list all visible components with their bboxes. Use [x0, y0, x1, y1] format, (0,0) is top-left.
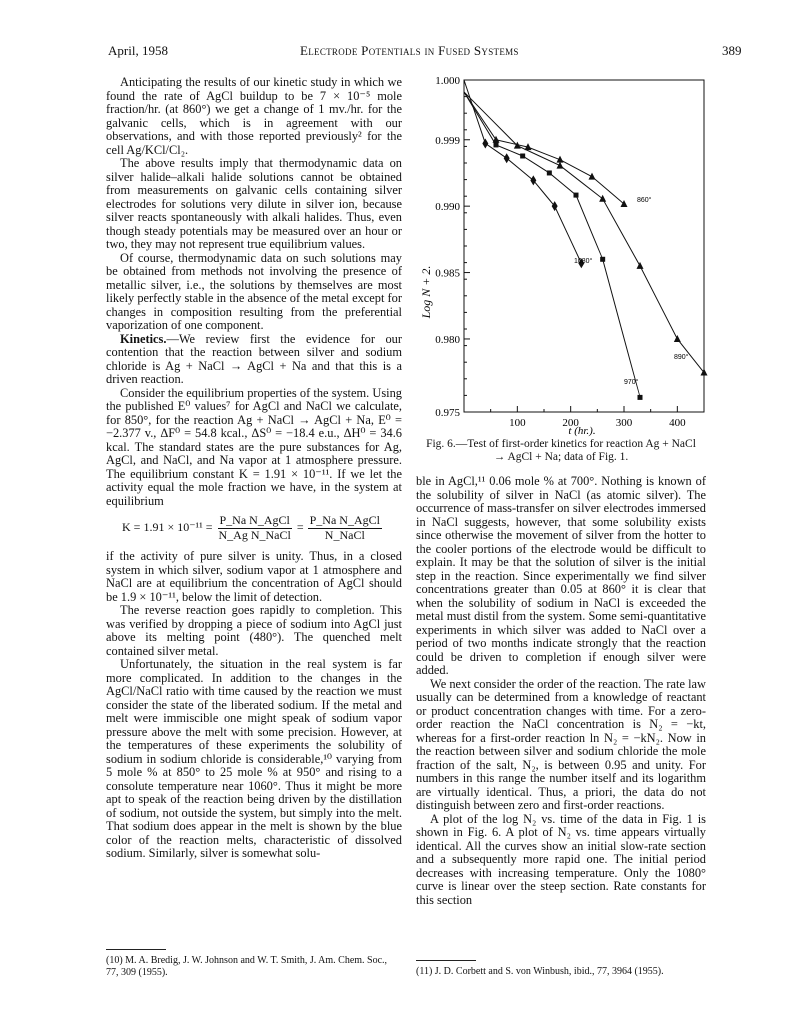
paragraph: if the activity of pure silver is unity. Thus, in a closed system in which silver, sodium vapor at 1 atmosphere and NaCl are at equilibrium the concentration of AgCl should be 1.9 × 10⁻¹¹, below the limit of detection. [106, 549, 402, 604]
y-tick-label: 0.990 [435, 201, 460, 214]
chart-axes [464, 80, 704, 412]
data-point [600, 257, 605, 262]
footnote-rule [106, 949, 166, 950]
right-column [416, 475, 706, 907]
paragraph: Anticipating the results of our kinetic study in which we found the rate of AgCl buildup to be 7 × 10⁻⁵ mole fraction/hr. (at 860°) we get a change of 1 mv./hr. for the galvanic cells, which is in agreement with our observations, and with those reported previously² for the cell Ag/KCl/Cl₂. [106, 75, 402, 157]
paragraph-text: —We review first the evidence for our contention that the reaction between silver and sodium chloride is Ag + NaCl → AgCl + Na and that this is a driven reaction. [106, 331, 402, 386]
x-axis-label: t (hr.). [568, 425, 596, 437]
paragraph: ble in AgCl,¹¹ 0.06 mole % at 700°. Nothing is known of the solubility of silver in NaCl (as atomic silver). The occurrence of mass-transfer on silver electrodes immersed in NaCl suggests, however, that some solubility exists since otherwise the movement of silver from the hotter to the cooler portions of the electrode would be difficult to explain. It may be that the solution of silver is the initial step in the reaction. Since experimentally we find silver concentrations greater than 0.05 at 860° it is clear that when the solubility of sodium in NaCl is exceeded the metal must distil from the system. Some semi-quantitative experiments in which silver was added to NaCl over a period of two months indicate strongly that the reaction could be driven to completion if enough silver were added. [416, 474, 706, 677]
paragraph: Of course, thermodynamic data on such solutions may be obtained from methods not involving the presence of metallic silver, i.e., the solutions by themselves are most likely perfectly stable in the absence of the metal except for changes in composition resulting from the preferential vaporization of one component. [106, 250, 402, 332]
data-point [530, 175, 536, 185]
data-point [482, 138, 488, 148]
paragraph [106, 333, 402, 387]
fraction-denominator: N_Ag N_NaCl [218, 527, 291, 542]
section-heading: Kinetics. [120, 331, 167, 346]
x-tick-label: 100 [509, 417, 526, 429]
equation-lhs: K = 1.91 × 10⁻¹¹ = [122, 520, 213, 535]
data-point [621, 200, 628, 207]
data-point [637, 262, 644, 269]
data-point [589, 173, 596, 180]
left-column [106, 76, 402, 861]
curve-label: 1080° [574, 258, 593, 265]
chart-ticks [435, 75, 686, 429]
fraction-numerator: P_Na N_AgCl [309, 513, 380, 527]
curve-label: 970° [624, 379, 639, 386]
footnote: (10) M. A. Bredig, J. W. Johnson and W. T. Smith, J. Am. Chem. Soc., 77, 309 (1955). [106, 955, 388, 978]
chart-curve-labels [574, 196, 689, 386]
data-point [504, 153, 510, 163]
running-header [0, 40, 807, 62]
x-tick-label: 300 [615, 417, 633, 429]
equation-equals: = [296, 520, 304, 535]
fraction-denominator: N_NaCl [324, 527, 365, 542]
curve-label: 860° [637, 197, 652, 204]
x-tick-label: 200 [562, 417, 579, 429]
figure-6 [412, 72, 712, 452]
y-tick-label: 1.000 [435, 75, 460, 87]
series-line [464, 80, 581, 263]
paragraph: Unfortunately, the situation in the real system is far more complicated. In addition to the changes in the AgCl/NaCl ratio with time caused by the reaction we must consider the state of the liberated sodium. If the metal and melt were immiscible one might speak of sodium vapor pressure above the melt with some precision. However, at the temperatures of these experiments the solubility of sodium in sodium chloride is considerable,¹⁰ varying from 5 mole % at 850° to 25 mole % at 950° and rising to a consolute temperature near 1060°. Thus it might be more apt to speak of the reaction being driven by the distillation of sodium, not outside the system, but simply into the melt. That sodium does appear in the melt is shown by the blue color of the reaction melts, characteristic of dissolved sodium. Similarly, silver is somewhat solu- [106, 657, 402, 860]
caption-line: → AgCl + Na; data of Fig. 1. [493, 451, 629, 463]
y-tick-label: 0.975 [435, 407, 460, 419]
paragraph: The above results imply that thermodynamic data on silver halide–alkali halide solutions cannot be obtained from measurements on galvanic cells containing silver electrodes for solutions very dilute in silver ion, because silver reacts spontaneously with alkali halides. Thus, even though steady potentials may be measured over an hour or two, they may not represent true equilibrium values. [106, 156, 402, 251]
y-tick-label: 0.980 [435, 333, 460, 346]
series-line [464, 92, 704, 373]
x-tick-label: 400 [669, 417, 686, 429]
equation [106, 514, 402, 542]
y-tick-label: 0.985 [435, 267, 460, 280]
paragraph: A plot of the log N₂ vs. time of the data in Fig. 1 is shown in Fig. 6. A plot of N₂ vs. time appears virtually identical. All the curves show an initial slow-rate section and a subsequently more rapid one. The initial period decreases with increasing temperature. Only the 1080° curve is linear over the steep section. Rate constants for this section [416, 811, 706, 907]
chart-series [464, 80, 708, 400]
data-point [494, 142, 499, 147]
fraction-numerator: P_Na N_AgCl [219, 513, 290, 527]
paragraph: The reverse reaction goes rapidly to completion. This was verified by dropping a piece of sodium into AgCl just above its melting point (480°). The quenched melt contained silver metal. [106, 603, 402, 658]
figure-caption [416, 438, 706, 464]
y-axis-label: Log N + 2. [419, 265, 433, 319]
equation-fraction [308, 514, 382, 542]
header-title: Electrode Potentials in Fused Systems [300, 43, 519, 58]
paragraph: We next consider the order of the reaction. The rate law usually can be determined from a knowledge of reactant or product concentration changes with time. For a zero-order reaction the NaCl concentration is N₂ = −kt, whereas for a first-order reaction ln N₂ = −kN₂. Now in the reaction between silver and sodium chloride the mole fraction of the salt, N₂, is between 0.95 and unity. For numbers in this range the number itself and its logarithm are virtually identical. Thus, a priori, the data do not distinguish between zero and first-order reactions. [416, 676, 706, 812]
footnote-rule [416, 960, 476, 961]
header-date: April, 1958 [108, 43, 168, 58]
data-point [547, 170, 552, 175]
plot-frame [464, 80, 704, 412]
data-point [574, 193, 579, 198]
curve-label: 890° [674, 354, 689, 361]
footnote: (11) J. D. Corbett and S. von Winbush, ibid., 77, 3964 (1955). [416, 966, 664, 977]
y-tick-label: 0.999 [435, 134, 460, 147]
paragraph: Consider the equilibrium properties of the system. Using the published E⁰ values⁷ for AgCl and NaCl we calculate, for 850°, for the reaction Ag + NaCl → AgCl + Na, E⁰ = −2.377 v., ΔF⁰ = 54.8 kcal., ΔS⁰ = −18.4 e.u., ΔH⁰ = 34.6 kcal. The standard states are the pure substances for Ag, AgCl, and NaCl, and Na vapor at 1 atmosphere pressure. The equilibrium constant K = 1.91 × 10⁻¹¹. If we let the activity equal the mole fraction we have, in the system at equilibrium [106, 385, 402, 508]
equation-fraction [217, 514, 293, 542]
data-point [520, 153, 525, 158]
data-point [599, 195, 606, 202]
data-point [674, 335, 681, 342]
page-number: 389 [722, 43, 742, 58]
caption-line: Fig. 6.—Test of first-order kinetics for reaction Ag + NaCl [426, 438, 696, 450]
series-line [464, 92, 624, 204]
kinetics-chart [412, 72, 712, 452]
series-line [464, 92, 640, 397]
data-point [638, 395, 643, 400]
